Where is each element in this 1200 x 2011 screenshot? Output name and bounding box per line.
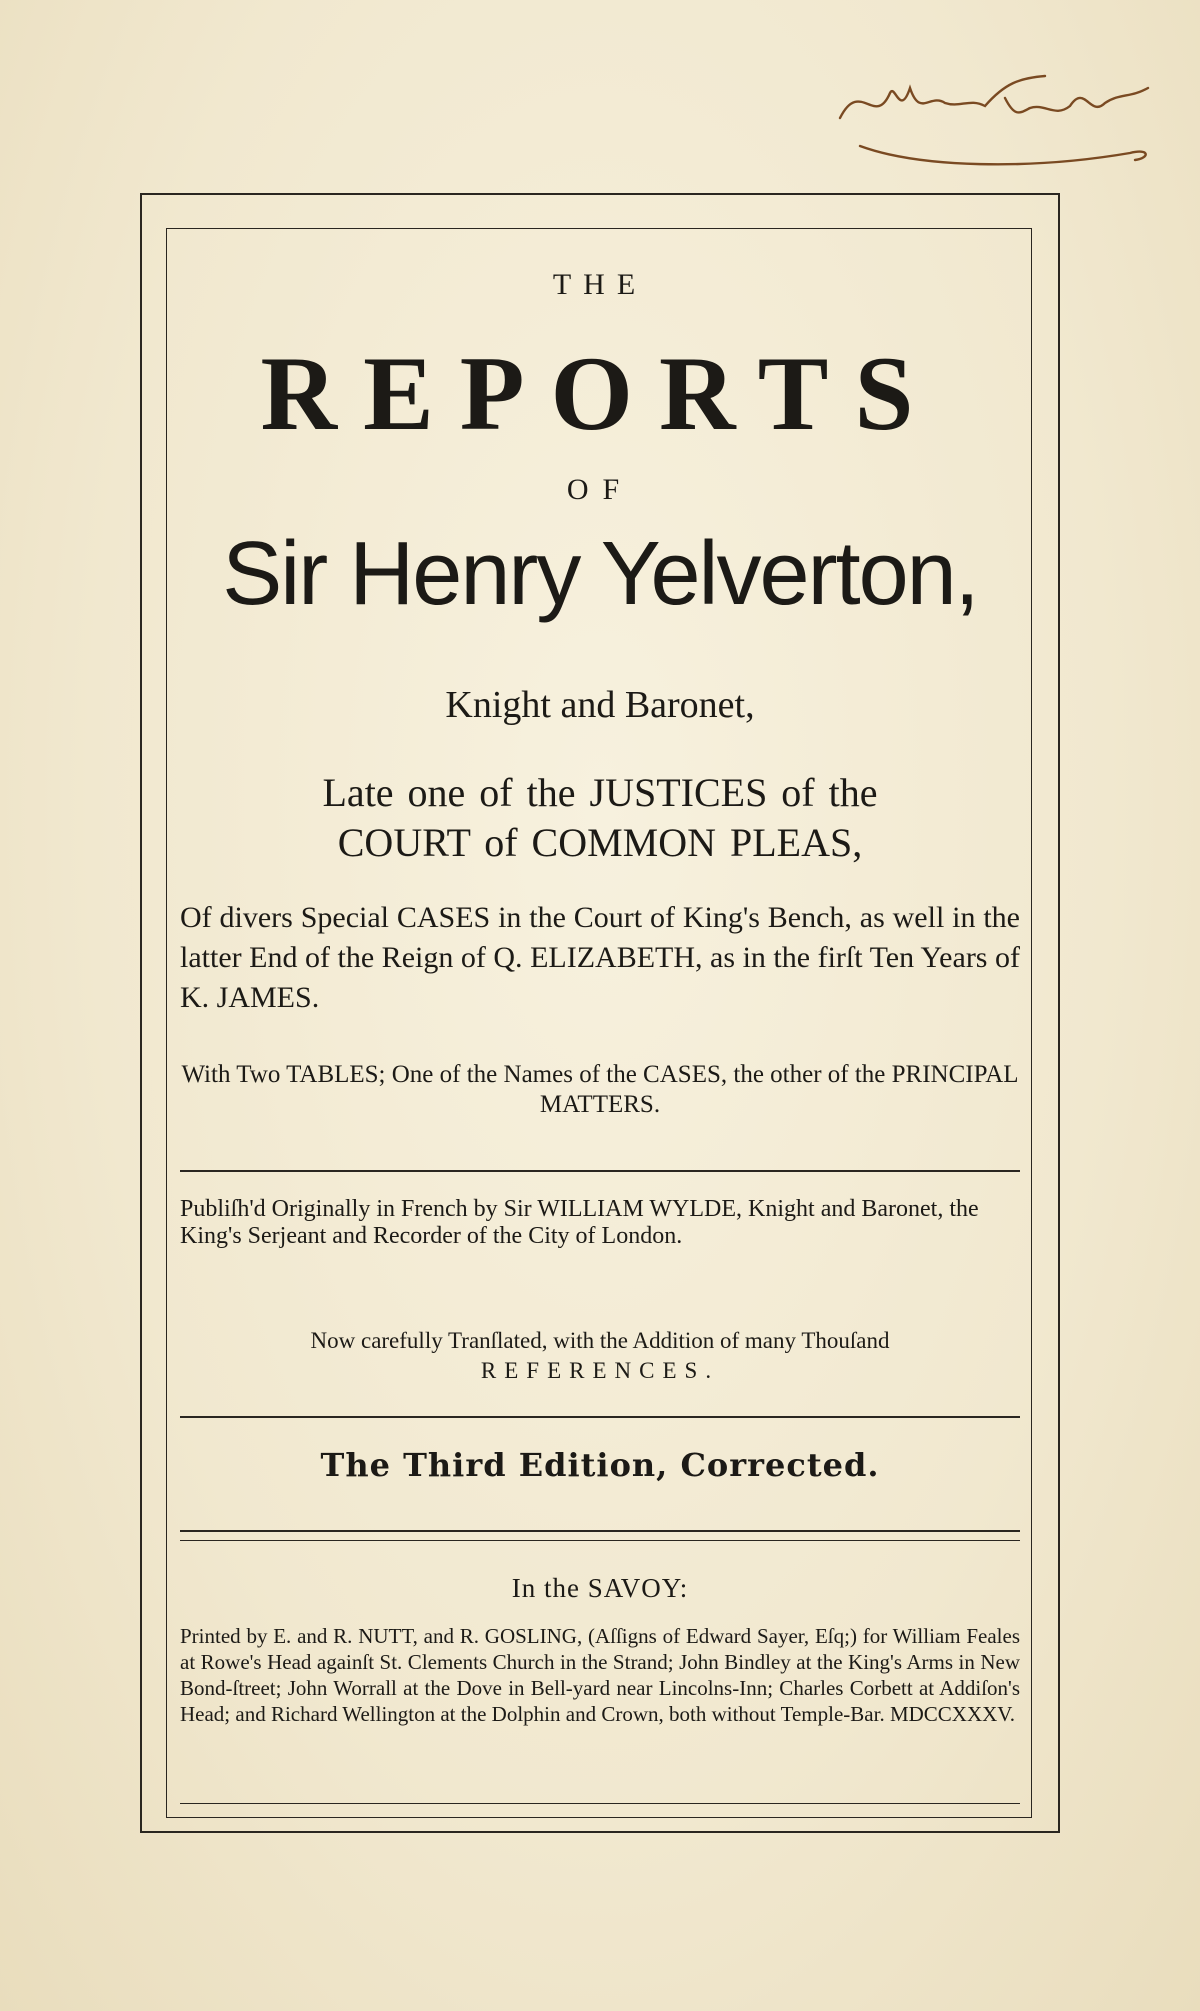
translation-line-1: Now carefully Tranſlated, with the Addition of many Thouſand xyxy=(310,1328,890,1353)
divider-rule xyxy=(180,1803,1020,1804)
title-of: OF xyxy=(566,473,634,506)
title-the: THE xyxy=(552,268,648,301)
tables-description: With Two TABLES; One of the Names of the CASES, the other of the PRINCIPAL MATTERS. xyxy=(181,1061,1019,1118)
translation-line-2: REFERENCES. xyxy=(480,1358,720,1383)
cases-description: Of divers Special CASES in the Court of King's Bench, as well in the latter End of the Reign of Q. ELIZABETH, as in the firſt Ten Years of K. JAMES. xyxy=(180,901,1020,1014)
divider-rule xyxy=(180,1530,1020,1532)
imprint-text: Printed by E. and R. NUTT, and R. GOSLING, (Aſſigns of Edward Sayer, Eſq;) for William Feales at Rowe's Head againſt St. Clements Church in the Strand; John Bindley at the King's Arms in New Bond-ſtreet; John Worrall at the Dove in Bell-yard near Lincolns-Inn; Charles Corbett at Addiſon's Head; and Richard Wellington at the Dolphin and Crown, both without Temple-Bar. MDCCXXXV. xyxy=(180,1624,1020,1726)
author-office xyxy=(180,768,1020,868)
divider-rule xyxy=(180,1540,1020,1541)
edition-statement: The Third Edition, Corrected. xyxy=(320,1446,880,1484)
imprint-place: In the SAVOY: xyxy=(511,1573,689,1603)
office-line-1: Late one of the JUSTICES of the xyxy=(322,770,878,815)
office-line-2: COURT of COMMON PLEAS, xyxy=(337,820,863,865)
handwritten-signature xyxy=(830,58,1170,188)
title-reports: REPORTS xyxy=(260,335,940,452)
author-name: Sir Henry Yelverton, xyxy=(222,524,978,624)
divider-rule xyxy=(180,1416,1020,1418)
divider-rule xyxy=(180,1170,1020,1172)
author-rank: Knight and Baronet, xyxy=(445,684,755,726)
publication-note: Publiſh'd Originally in French by Sir WILLIAM WYLDE, Knight and Baronet, the King's Serjeant and Recorder of the City of London. xyxy=(180,1196,979,1249)
signature-drawing xyxy=(830,58,1170,188)
translation-note xyxy=(180,1326,1020,1386)
